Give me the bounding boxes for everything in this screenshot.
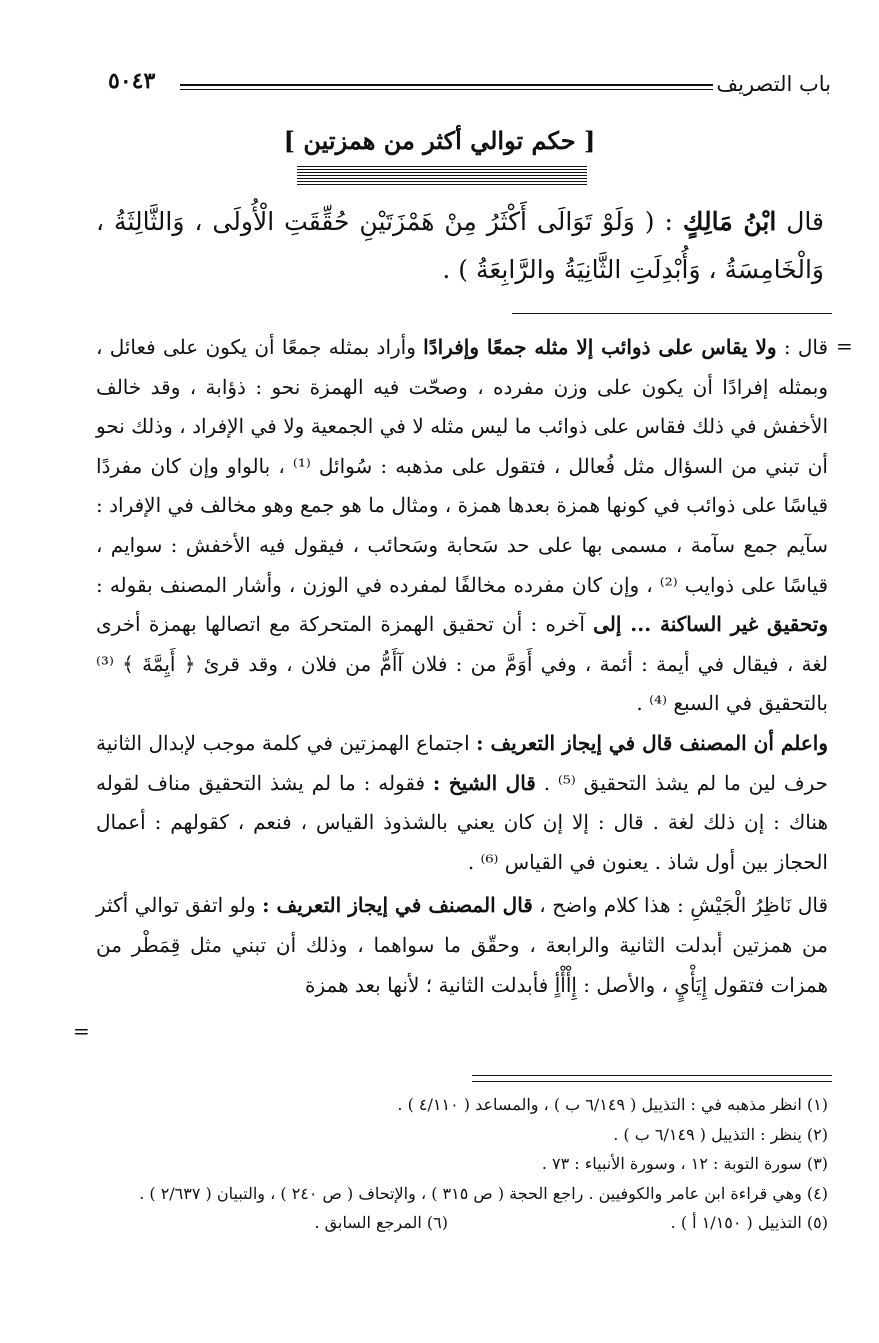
footnotes <box>96 1090 828 1238</box>
speaker-name: ابْنُ مَالِكٍ <box>682 207 777 236</box>
footnote-3: (٣) سورة التوبة : ١٢ ، وسورة الأنبياء : ٧٣ . <box>541 1154 828 1173</box>
quote-bold: ولا يقاس على ذوائب إلا مثله جمعًا وإفرادًا <box>423 335 777 359</box>
paragraph-3 <box>96 886 828 1005</box>
title-decorative-rules <box>297 166 587 186</box>
footnote-1: (١) انظر مذهبه في : التذييل ( ٦/١٤٩ ب ) ، والمساعد ( ٤/١١٠ ) . <box>397 1095 828 1114</box>
footnote-5: (٥) التذييل ( ١/١٥٠ أ ) . <box>670 1213 828 1232</box>
quote-bold: قال المصنف في إيجاز التعريف : <box>262 893 533 918</box>
footnote-6: (٦) المرجع السابق . <box>314 1213 448 1232</box>
footnote-rule <box>472 1075 832 1082</box>
footnote-4: (٤) وهي قراءة ابن عامر والكوفيين . راجع الحجة ( ص ٣١٥ ) ، والإتحاف ( ص ٢٤٠ ) ، والتبيان ( ٢/٦٣٧ ) . <box>139 1183 828 1203</box>
chapter-title: باب التصريف <box>716 72 831 96</box>
footnote-2: (٢) ينظر : التذييل ( ٦/١٤٩ ب ) . <box>613 1124 828 1144</box>
speaker-label: قال <box>786 207 824 236</box>
header-rule <box>180 84 713 90</box>
section-title: [ حكم توالي أكثر من همزتين ] <box>283 126 596 155</box>
footnote-row <box>96 1208 828 1238</box>
text: قال : <box>783 335 829 359</box>
author-name: نَاظِرُ الْجَيْشِ <box>690 893 792 918</box>
verse-rule <box>512 313 832 314</box>
continuation-marker-end: = <box>73 1019 90 1043</box>
text: اجتماع الهمزتين في كلمة موجب لإبدال الثانية حرف لين ما لم يشذ التحقيق ⁽⁵⁾ . <box>96 730 828 795</box>
commentary-body <box>96 328 828 1005</box>
verse-text: : ( وَلَوْ تَوَالَى أَكْثَرُ مِنْ هَمْزَتَيْنِ حُقِّقَتِ الْأُولَى ، وَالثَّالِثَةُ ، وَالْخَامِسَةُ ، وَأُبْدِلَتِ الثَّانِيَةُ والرَّابِعَةُ ) . <box>96 207 824 284</box>
verse-quote <box>96 198 824 294</box>
page-header <box>108 66 831 106</box>
paragraph-1 <box>96 328 828 724</box>
quote-bold: وتحقيق غير الساكنة ... إلى <box>593 612 829 637</box>
paragraph-2 <box>96 724 828 882</box>
text: ولو اتفق توالي أكثر من همزتين أبدلت الثانية والرابعة ، وحقّق ما سواهما ، وذلك أن تبني مثل قِمَطْر من همزات فتقول إِيَأْيٍ ، والأصل : إِأْأْأٍ فأبدلت الثانية ؛ لأنها بعد همزة <box>96 893 828 997</box>
text: فقوله : ما لم يشذ التحقيق مناف لقوله هناك : إن ذلك لغة . قال : إلا إن كان يعني بالشذوذ القياس ، فنعم ، كقولهم : أعمال الحجاز بين أول شاذ . يعنون في القياس ⁽⁶⁾ . <box>96 770 828 874</box>
text: قال <box>797 893 828 918</box>
continuation-marker-start: = <box>836 334 853 358</box>
quote-bold: واعلم أن المصنف قال في إيجاز التعريف : <box>476 730 829 755</box>
quote-bold: قال الشيخ : <box>432 770 536 795</box>
text: : هذا كلام واضح ، <box>539 893 684 918</box>
text: آخره : أن تحقيق الهمزة المتحركة مع اتصالها بهمزة أخرى لغة ، فيقال في أيمة : أئمة ، وفي أَوَمَّ من : فلان آأَمُّ من فلان ، وقد قرئ ﴿ أَيِمَّةَ ﴾ ⁽³⁾ بالتحقيق في السبع ⁽⁴⁾ . <box>96 612 828 716</box>
page-number: ٥٠٤٣ <box>108 68 156 94</box>
text: وأراد بمثله جمعًا أن يكون على فعائل ، وبمثله إفرادًا أن يكون على وزن مفرده ، وصحّت فيه الهمزة نحو : ذؤابة ، وقد خالف الأخفش في ذلك فقاس على ذوائب ما ليس مثله لا في الجمعية ولا في الإفراد ، وذلك نحو أن تبني من السؤال مثل فُعالل ، فتقول على مذهبه : سُوائل ⁽¹⁾ ، بالواو وإن كان مفردًا قياسًا على ذوائب في كونها همزة بعدها همزة ، ومثال ما هو جمع وهو مخالف في الإفراد : سآيم جمع سآمة ، مسمى بها على حد سَحابة وسَحائب ، فيقول فيه الأخفش : سوايم ، قياسًا على ذوايب ⁽²⁾ ، وإن كان مفرده مخالفًا لمفرده في الوزن ، وأشار المصنف بقوله : <box>96 335 828 597</box>
